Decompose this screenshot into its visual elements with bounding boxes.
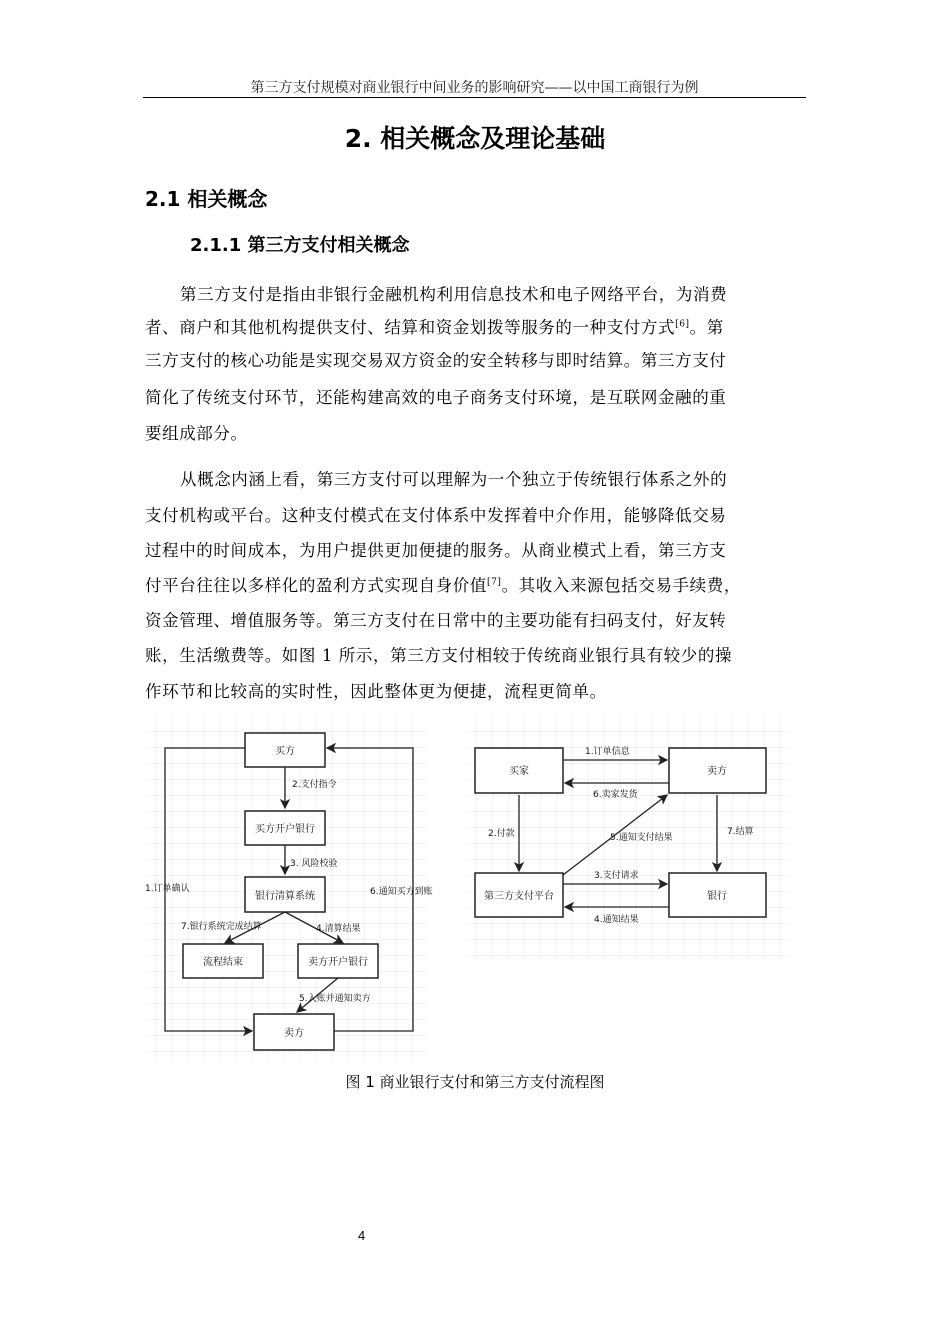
text-run: 作环节和比较高的实时性，因此整体更为便捷，流程更简单。 bbox=[145, 682, 607, 701]
label-r-seller: 卖方 bbox=[707, 766, 727, 777]
text-line bbox=[145, 642, 807, 666]
text-line bbox=[180, 281, 842, 305]
edge-label: 6.卖家发货 bbox=[593, 790, 638, 800]
edge-label: 4.清算结果 bbox=[316, 924, 361, 934]
citation-ref[interactable]: [6] bbox=[675, 319, 690, 330]
edge-label: 2.付款 bbox=[488, 829, 515, 839]
text-run: 三方支付的核心功能是实现交易双方资金的安全转移与即时结算。第三方支付 bbox=[145, 351, 727, 370]
label-r-platform: 第三方支付平台 bbox=[484, 891, 554, 902]
text-line bbox=[145, 537, 807, 561]
text-line bbox=[180, 466, 842, 490]
page-number: 4 bbox=[358, 1228, 366, 1243]
text-run: 。其收入来源包括交易手续费， bbox=[501, 576, 741, 595]
text-run: 者、商户和其他机构提供支付、结算和资金划拨等服务的一种支付方式 bbox=[145, 318, 676, 337]
edge-label: 7.结算 bbox=[727, 827, 754, 837]
edge-label: 7.银行系统完成结算 bbox=[181, 922, 262, 932]
edge-label: 1.订单确认 bbox=[145, 884, 190, 894]
text-line bbox=[145, 314, 807, 338]
figure-flowchart bbox=[140, 715, 790, 1065]
text-line bbox=[145, 420, 807, 444]
running-header: 第三方支付规模对商业银行中间业务的影响研究——以中国工商银行为例 bbox=[250, 80, 699, 96]
label-seller: 卖方 bbox=[284, 1028, 304, 1039]
edge-label: 5.通知支付结果 bbox=[610, 833, 673, 843]
edge-label: 5.入账并通知卖方 bbox=[299, 994, 371, 1004]
edge-label: 3.支付请求 bbox=[594, 871, 639, 881]
figure-caption: 图 1 商业银行支付和第三方支付流程图 bbox=[345, 1073, 605, 1091]
section-heading: 2.1 相关概念 bbox=[145, 187, 268, 211]
header-rule bbox=[143, 97, 806, 98]
label-buyer-bank: 买方开户银行 bbox=[255, 824, 315, 835]
label-r-bank: 银行 bbox=[707, 891, 727, 902]
text-line bbox=[145, 678, 807, 702]
label-clearing: 银行清算系统 bbox=[255, 891, 315, 902]
text-run: 支付机构或平台。这种支付模式在支付体系中发挥着中介作用，能够降低交易 bbox=[145, 506, 727, 525]
edge-label: 6.通知买方到账 bbox=[370, 887, 433, 897]
label-end: 流程结束 bbox=[203, 957, 243, 968]
text-run: 第三方支付是指由非银行金融机构利用信息技术和电子网络平台，为消费 bbox=[180, 285, 728, 304]
text-run: 账，生活缴费等。如图 1 所示，第三方支付相较于传统商业银行具有较少的操 bbox=[145, 646, 733, 665]
text-line bbox=[145, 384, 807, 408]
text-line bbox=[145, 607, 807, 631]
label-r-buyer: 买家 bbox=[509, 766, 529, 777]
subsection-heading: 2.1.1 第三方支付相关概念 bbox=[190, 235, 410, 256]
edge-label: 1.订单信息 bbox=[585, 747, 630, 757]
citation-ref[interactable]: [7] bbox=[487, 577, 502, 588]
text-run: 从概念内涵上看，第三方支付可以理解为一个独立于传统银行体系之外的 bbox=[180, 470, 728, 489]
label-seller-bank: 卖方开户银行 bbox=[308, 957, 368, 968]
text-line bbox=[145, 347, 807, 371]
text-run: 。第 bbox=[689, 318, 724, 337]
text-run: 要组成部分。 bbox=[145, 424, 248, 443]
chapter-title: 2. 相关概念及理论基础 bbox=[344, 124, 606, 153]
edge-label: 2.支付指令 bbox=[292, 780, 337, 790]
text-line bbox=[145, 502, 807, 526]
edge-label: 3. 风险校验 bbox=[290, 859, 338, 869]
edge-label: 4.通知结果 bbox=[594, 915, 639, 925]
text-run: 过程中的时间成本，为用户提供更加便捷的服务。从商业模式上看，第三方支 bbox=[145, 541, 727, 560]
text-line bbox=[145, 572, 807, 596]
text-run: 简化了传统支付环节，还能构建高效的电子商务支付环境，是互联网金融的重 bbox=[145, 388, 727, 407]
label-buyer: 买方 bbox=[275, 746, 295, 757]
text-run: 付平台往往以多样化的盈利方式实现自身价值 bbox=[145, 576, 487, 595]
text-run: 资金管理、增值服务等。第三方支付在日常中的主要功能有扫码支付，好友转 bbox=[145, 611, 727, 630]
